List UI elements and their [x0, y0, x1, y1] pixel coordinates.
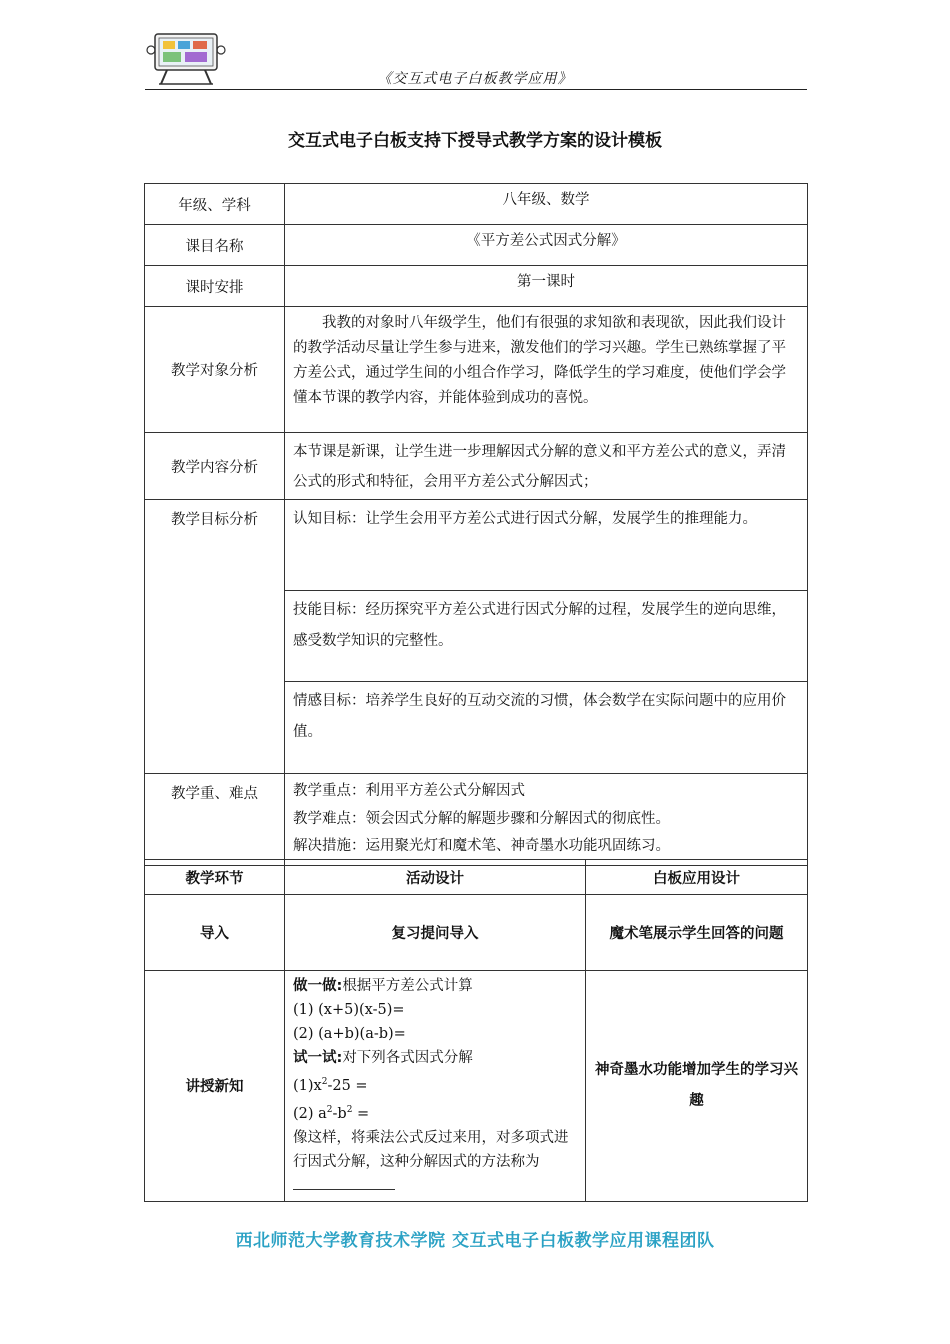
grade-value: 八年级、数学	[285, 184, 808, 225]
keys-label: 教学重、难点	[145, 774, 285, 866]
activity-intro: 复习提问导入	[285, 895, 586, 971]
header-whiteboard: 白板应用设计	[586, 860, 808, 895]
activity-new	[285, 971, 586, 1202]
audience-value	[285, 307, 808, 433]
solution: 解决措施：运用聚光灯和魔术笔、神奇墨水功能巩固练习。	[293, 838, 670, 854]
answer-blank	[293, 1175, 395, 1190]
course-value: 《平方差公式因式分解》	[285, 225, 808, 266]
audience-text: 我教的对象时八年级学生，他们有很强的求知欲和表现欲，因此我们设计的教学活动尽量让学生参与进来，激发他们的学习兴趣。学生已熟练掌握了平方差公式，通过学生间的小组合作学习，降低学生的学习难度，使他们学会学懂本节课的教学内容，并能体验到成功的喜悦。	[293, 315, 786, 406]
goal-skill: 技能目标：经历探究平方差公式进行因式分解的过程，发展学生的逆向思维，感受数学知识的完整性。	[285, 591, 808, 682]
try-text: 根据平方差公式计算	[342, 978, 473, 994]
factor-1: $(1)x^2-25$ =	[293, 1077, 368, 1094]
header-divider	[145, 89, 807, 90]
test-label: 试一试:	[293, 1050, 343, 1066]
schedule-label: 课时安排	[145, 266, 285, 307]
try-line	[293, 974, 577, 998]
stage-intro: 导入	[145, 895, 285, 971]
keys-value	[285, 774, 808, 866]
test-line	[293, 1046, 577, 1070]
goal-cognitive: 认知目标：让学生会用平方差公式进行因式分解，发展学生的推理能力。	[285, 500, 808, 591]
factor-2: (2) $a^2-b^2$ =	[293, 1104, 370, 1122]
content-label: 教学内容分析	[145, 433, 285, 500]
difficulty: 教学难点：领会因式分解的解题步骤和分解因式的彻底性。	[293, 810, 670, 827]
audience-label: 教学对象分析	[145, 307, 285, 433]
goal-emotion: 情感目标：培养学生良好的互动交流的习惯，体会数学在实际问题中的应用价值。	[285, 682, 808, 774]
teaching-process-table	[144, 859, 808, 1202]
calc-2: (2) (a+b)(a-b)=	[293, 1026, 406, 1042]
key-point: 教学重点：利用平方差公式分解因式	[293, 783, 525, 799]
calc-1: (1) (x+5)(x-5)=	[293, 1002, 405, 1018]
whiteboard-new: 神奇墨水功能增加学生的学习兴趣	[586, 971, 808, 1202]
test-text: 对下列各式因式分解	[342, 1050, 473, 1066]
grade-label: 年级、学科	[145, 184, 285, 225]
header-stage: 教学环节	[145, 860, 285, 895]
try-label: 做一做:	[293, 978, 343, 994]
goals-label: 教学目标分析	[145, 500, 285, 774]
header-activity: 活动设计	[285, 860, 586, 895]
lesson-info-table	[144, 183, 808, 866]
course-label: 课目名称	[145, 225, 285, 266]
stage-new: 讲授新知	[145, 971, 285, 1202]
page-title: 交互式电子白板支持下授导式教学方案的设计模板	[288, 131, 662, 151]
whiteboard-intro: 魔术笔展示学生回答的问题	[586, 895, 808, 971]
conclusion: 像这样，将乘法公式反过来用，对多项式进行因式分解，这种分解因式的方法称为	[293, 1126, 577, 1198]
schedule-value: 第一课时	[285, 266, 808, 307]
footer-team: 西北师范大学教育技术学院 交互式电子白板教学应用课程团队	[235, 1231, 715, 1251]
content-value: 本节课是新课，让学生进一步理解因式分解的意义和平方差公式的意义，弄清公式的形式和特征，会用平方差公式分解因式；	[285, 433, 808, 500]
header-title: 《交互式电子白板教学应用》	[377, 71, 573, 87]
